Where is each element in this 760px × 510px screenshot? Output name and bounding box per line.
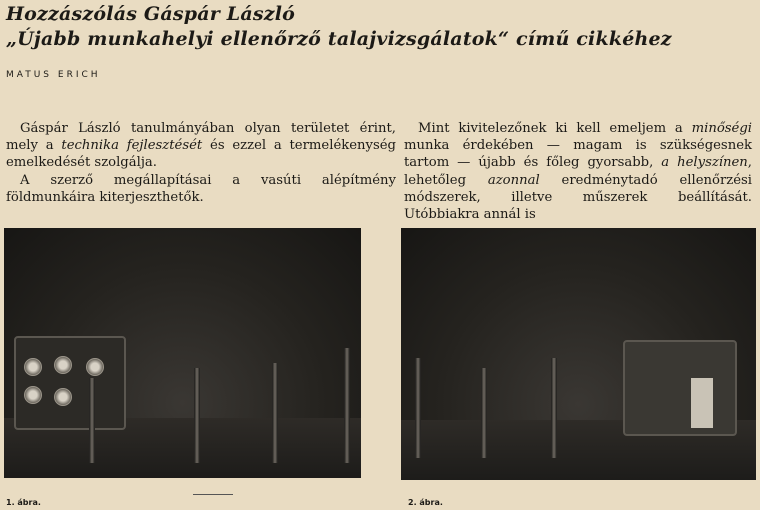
figure-2-caption: 2. ábra. <box>408 498 443 507</box>
left-column <box>6 120 396 206</box>
text-run: és ezzel a termelékenység emelkedését szolgálja. <box>6 138 396 171</box>
instrument-case <box>14 336 126 430</box>
text-run: Mint kivitelezőnek ki kell emeljem a <box>418 121 692 136</box>
figure-2-photo <box>401 228 756 480</box>
title-line-1: Hozzászólás Gáspár László <box>6 3 296 25</box>
probe-rod <box>272 363 278 463</box>
article-title <box>6 2 756 52</box>
left-paragraph-1 <box>6 120 396 172</box>
text-run: Gáspár László tanulmányában olyan területet érint, mely a <box>6 121 396 154</box>
right-column <box>404 120 752 223</box>
probe-rod <box>415 358 421 458</box>
dial-icon <box>54 388 72 406</box>
emphasis-text: azonnal <box>487 172 540 188</box>
emphasis-text: technika fejlesztését <box>61 138 203 154</box>
text-run: munka érdekében — magam is szükségesnek tartom — újabb és főleg gyorsabb, <box>404 138 752 171</box>
text-run: eredménytadó ellenőrzési módszerek, illetve műszerek beállítását. Utóbbiakra annál is <box>404 172 753 223</box>
right-paragraph-1 <box>404 120 752 223</box>
meter-panel <box>691 378 713 428</box>
probe-rod <box>481 368 487 458</box>
probe-rod <box>89 378 95 463</box>
left-paragraph-2: A szerző megállapításai a vasúti alépítmény földmunkáira kiterjeszthetők. <box>6 172 396 205</box>
text-run: , lehetőleg <box>404 155 752 188</box>
dial-icon <box>24 358 42 376</box>
probe-rod <box>551 358 557 458</box>
figure-1-photo <box>4 228 361 478</box>
dial-icon <box>54 356 72 374</box>
emphasis-text: minőségi <box>691 121 752 136</box>
emphasis-text: a helyszínen <box>661 155 748 171</box>
dial-icon <box>24 386 42 404</box>
divider <box>193 494 233 495</box>
figure-1-caption: 1. ábra. <box>6 498 41 507</box>
title-line-2: „Újabb munkahelyi ellenőrző talajvizsgálatok“ című cikkéhez <box>6 28 672 50</box>
dial-icon <box>86 358 104 376</box>
author-name: MATUS ERICH <box>6 70 101 80</box>
instrument-case <box>623 340 737 436</box>
probe-rod <box>344 348 350 463</box>
probe-rod <box>194 368 200 463</box>
